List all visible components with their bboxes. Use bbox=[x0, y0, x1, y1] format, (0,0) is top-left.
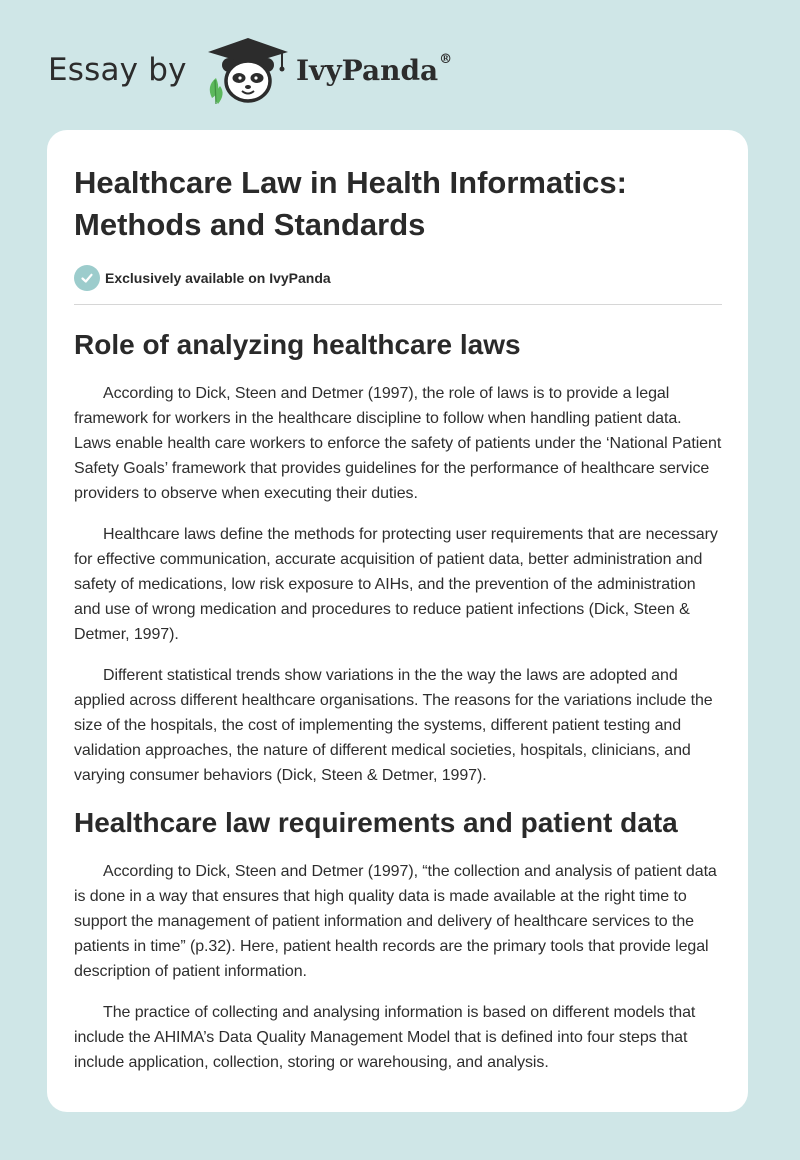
section-heading: Healthcare law requirements and patient data bbox=[74, 807, 678, 838]
paragraph: Healthcare laws define the methods for protecting user requirements that are necessary for effective communication, accurate acquisition of patient data, better administration and safety of medications, low risk exposure to AIHs, and the prevention of the administration and use of wrong medication and procedures to reduce patient infections (Dick, Steen & Detmer, 1997). bbox=[74, 526, 718, 643]
paragraph: Different statistical trends show variations in the the way the laws are adopted and applied across different healthcare organisations. The reasons for the variations include the size of the hospitals, the cost of implementing the systems, different patient testing and validation approaches, the nature of different medical societies, hospitals, clinicians, and varying consumer behaviors (Dick, Steen & Detmer, 1997). bbox=[74, 667, 713, 784]
check-circle-icon bbox=[74, 265, 100, 291]
paragraph: According to Dick, Steen and Detmer (1997), “the collection and analysis of patient data is done in a way that ensures that high quality data is made available at the right time to support the management of patient information and delivery of healthcare services to the patients in time” (p.32). Here, patient health records are the primary tools that provide legal description of patient information. bbox=[74, 863, 717, 980]
site-header-brand[interactable] bbox=[48, 34, 468, 106]
article-title: Healthcare Law in Health Informatics: Methods and Standards bbox=[74, 165, 627, 242]
brand-prefix: Essay by bbox=[48, 52, 187, 88]
paragraph: According to Dick, Steen and Detmer (1997), the role of laws is to provide a legal framework for workers in the healthcare discipline to follow when handling patient data. Laws enable health care workers to enforce the safety of patients under the ‘National Patient Safety Goals’ framework that provides guidelines for the performance of healthcare service providers to observe when executing their duties. bbox=[74, 385, 722, 502]
brand-name: IvyPanda® bbox=[296, 52, 453, 87]
section-heading: Role of analyzing healthcare laws bbox=[74, 329, 521, 360]
article-card bbox=[47, 130, 748, 1112]
exclusive-badge bbox=[74, 264, 722, 292]
panda-graduate-logo-icon bbox=[202, 34, 294, 106]
divider bbox=[74, 304, 722, 305]
paragraph: The practice of collecting and analysing information is based on different models that include the AHIMA’s Data Quality Management Model that is defined into four steps that include application, collection, storing or warehousing, and analysis. bbox=[74, 1004, 696, 1071]
badge-text: Exclusively available on IvyPanda bbox=[105, 270, 331, 286]
